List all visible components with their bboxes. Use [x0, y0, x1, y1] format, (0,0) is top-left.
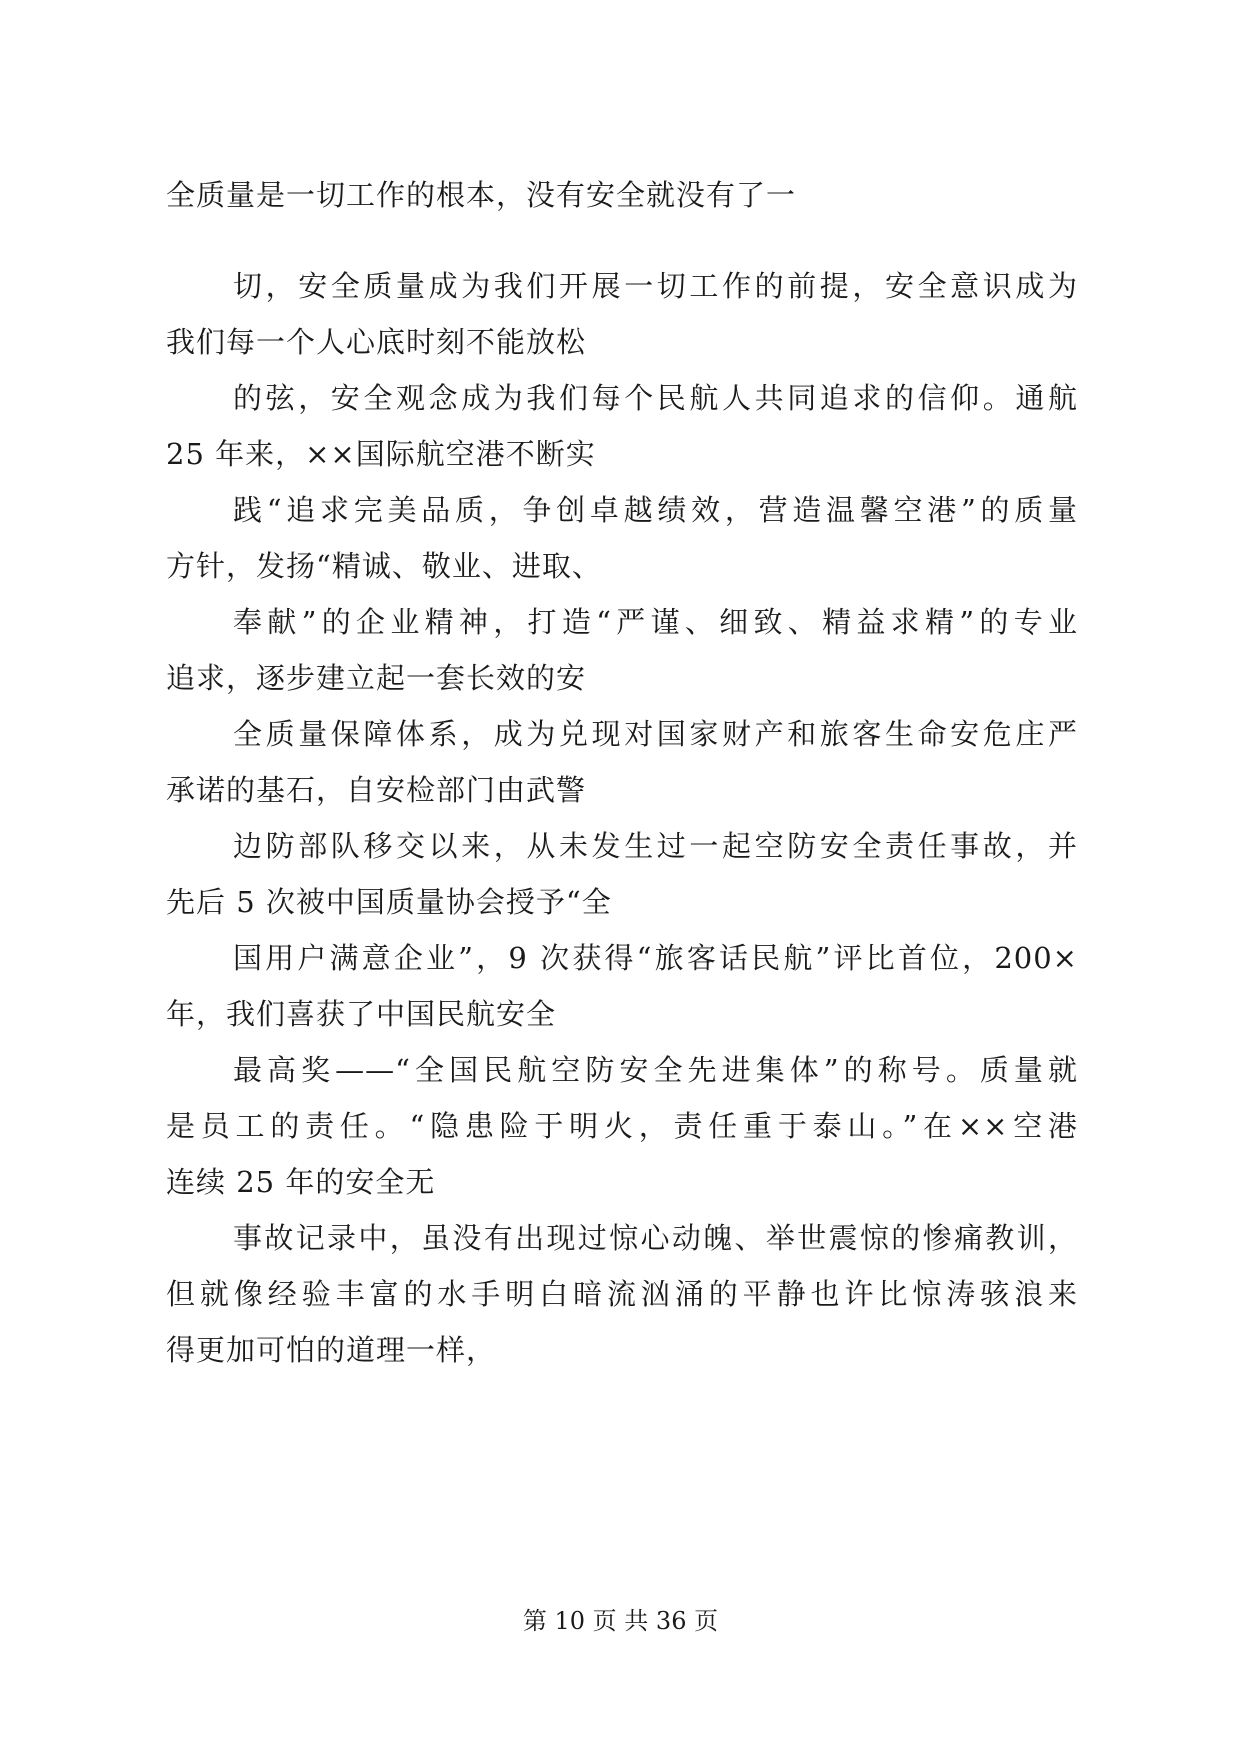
text-line: 先后 5 次被中国质量协会授予“全	[166, 885, 612, 919]
text-line: 国用户满意企业”，9 次获得“旅客话民航”评比首位，200×	[233, 941, 1078, 975]
text-line: 是员工的责任。“隐患险于明火，责任重于泰山。”在××空港	[166, 1109, 1078, 1143]
text-line: 但就像经验丰富的水手明白暗流汹涌的平静也许比惊涛骇浪来	[166, 1277, 1078, 1311]
text-line: 方针，发扬“精诚、敬业、进取、	[166, 549, 602, 583]
text-line: 年，我们喜获了中国民航安全	[166, 997, 557, 1031]
text-line: 切，安全质量成为我们开展一切工作的前提，安全意识成为	[233, 269, 1078, 303]
text-line: 追求，逐步建立起一套长效的安	[166, 661, 587, 695]
text-line: 践“追求完美品质，争创卓越绩效，营造温馨空港”的质量	[233, 493, 1078, 527]
text-line: 我们每一个人心底时刻不能放松	[166, 325, 587, 359]
text-line: 连续 25 年的安全无	[166, 1165, 436, 1199]
page-number-footer: 第 10 页 共 36 页	[522, 1607, 719, 1635]
text-line: 奉献”的企业精神，打造“严谨、细致、精益求精”的专业	[233, 605, 1078, 639]
text-line: 得更加可怕的道理一样，	[166, 1333, 497, 1367]
text-line: 全质量是一切工作的根本，没有安全就没有了一	[166, 178, 797, 212]
text-line: 的弦，安全观念成为我们每个民航人共同追求的信仰。通航	[233, 381, 1078, 415]
text-line: 事故记录中，虽没有出现过惊心动魄、举世震惊的惨痛教训，	[233, 1221, 1078, 1255]
text-line: 全质量保障体系，成为兑现对国家财产和旅客生命安危庄严	[233, 717, 1078, 751]
text-line: 25 年来，××国际航空港不断实	[166, 437, 596, 471]
text-line: 边防部队移交以来，从未发生过一起空防安全责任事故，并	[233, 829, 1078, 863]
text-line: 承诺的基石，自安检部门由武警	[166, 773, 587, 807]
text-line: 最高奖——“全国民航空防安全先进集体”的称号。质量就	[233, 1053, 1078, 1087]
